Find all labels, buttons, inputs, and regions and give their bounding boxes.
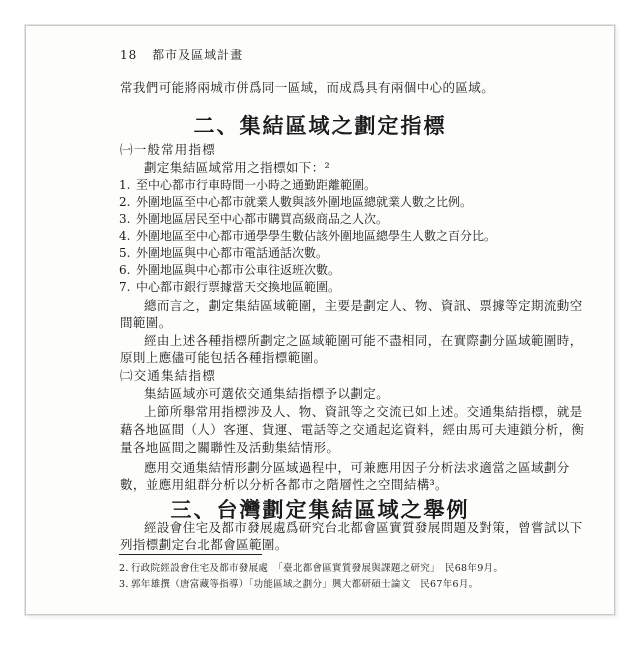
- footnote: [119, 560, 503, 574]
- list-item-text: 外圍地區至中心都市就業人數與該外圍地區總就業人數之比例。: [136, 195, 473, 209]
- footnote-text: 郭年雄撰（唐富藏等指導）「功能區域之劃分」興大都研碩士論文 民67年6月。: [131, 579, 479, 590]
- paragraph-line: 經設會住宅及都市發展處爲研究台北都會區實質發展問題及對策，曾嘗試以下: [144, 520, 583, 535]
- list-item-text: 至中心都市行車時間一小時之通勤距離範圍。: [136, 178, 377, 192]
- footnote-number: 2.: [119, 563, 129, 574]
- paragraph-line: 量各地區間之關聯性及活動集結情形。: [120, 440, 340, 455]
- list-item-number: 2.: [119, 195, 131, 209]
- list-item-text: 外圍地區與中心都市電話通話次數。: [136, 246, 329, 260]
- book-title: 都市及區域計畫: [152, 48, 244, 62]
- paragraph-line: 數，並應用組群分析以分析各都市之階層性之空間結構³。: [120, 477, 448, 492]
- list-item-number: 6.: [119, 263, 131, 277]
- list-item: [119, 278, 340, 295]
- list-item-text: 外圍地區居民至中心都市購買高級商品之人次。: [136, 212, 389, 226]
- list-item: [119, 261, 340, 278]
- list-item: [119, 176, 376, 193]
- section2-heading: 二、集結區域之劃定指標: [193, 113, 447, 138]
- list-item-number: 4.: [119, 229, 131, 243]
- list-item-text: 中心都市銀行票據當天交換地區範圍。: [136, 280, 341, 294]
- list-item-text: 外圍地區至中心都市通學學生數佔該外圍地區總學生人數之百分比。: [136, 229, 497, 243]
- paragraph-line: 經由上述各種指標所劃定之區域範圍可能不盡相同，在實際劃分區域範圍時，: [144, 333, 583, 348]
- list-item-text: 外圍地區與中心都市公車往返班次數。: [136, 263, 341, 277]
- sub1-title: ㈠一般常用指標: [120, 142, 216, 157]
- list-item-number: 3.: [119, 212, 131, 226]
- list-item-number: 7.: [119, 280, 131, 294]
- sub2-title: ㈡交通集結指標: [120, 368, 216, 383]
- list-item: [119, 210, 388, 227]
- paragraph-line: 藉各地區間（人）客運、貨運、電話等之交通起迄資料，經由馬可夫連鎖分析，衡: [120, 422, 585, 437]
- page-number: 18: [120, 48, 138, 62]
- paragraph-line: 上節所舉常用指標涉及人、物、資訊等之交流已如上述。交通集結指標，就是: [144, 404, 583, 419]
- list-item-number: 5.: [119, 246, 131, 260]
- footnote: [119, 576, 478, 590]
- running-header: [120, 46, 243, 63]
- sub1-lead: 劃定集結區域常用之指標如下：²: [144, 160, 331, 175]
- list-item: [119, 227, 496, 244]
- list-item: [119, 193, 472, 210]
- paragraph-line: 列指標劃定台北都會區範圍。: [120, 537, 288, 552]
- section3-heading: 三、台灣劃定集結區域之舉例: [170, 497, 470, 522]
- paragraph-line: 應用交通集結情形劃分區域過程中，可兼應用因子分析法求適當之區域劃分: [144, 460, 570, 475]
- paragraph-line: 間範圍。: [120, 315, 172, 330]
- book-page: [25, 25, 615, 615]
- footnote-text: 行政院經設會住宅及都市發展處 「臺北都會區實質發展與課題之研究」 民68年9月。: [131, 563, 504, 574]
- intro-line: 常我們可能將兩城市併爲同一區域，而成爲具有兩個中心的區域。: [120, 80, 495, 95]
- paragraph-line: 原則上應儘可能包括各種指標範圍。: [120, 350, 327, 365]
- paragraph-line: 總而言之，劃定集結區域範圍，主要是劃定人、物、資訊、票據等定期流動空: [144, 298, 583, 313]
- footnote-rule: [119, 554, 262, 555]
- sub2-lead: 集結區域亦可選依交通集結指標予以劃定。: [144, 386, 390, 401]
- footnote-number: 3.: [119, 579, 129, 590]
- list-item: [119, 244, 328, 261]
- list-item-number: 1.: [119, 178, 131, 192]
